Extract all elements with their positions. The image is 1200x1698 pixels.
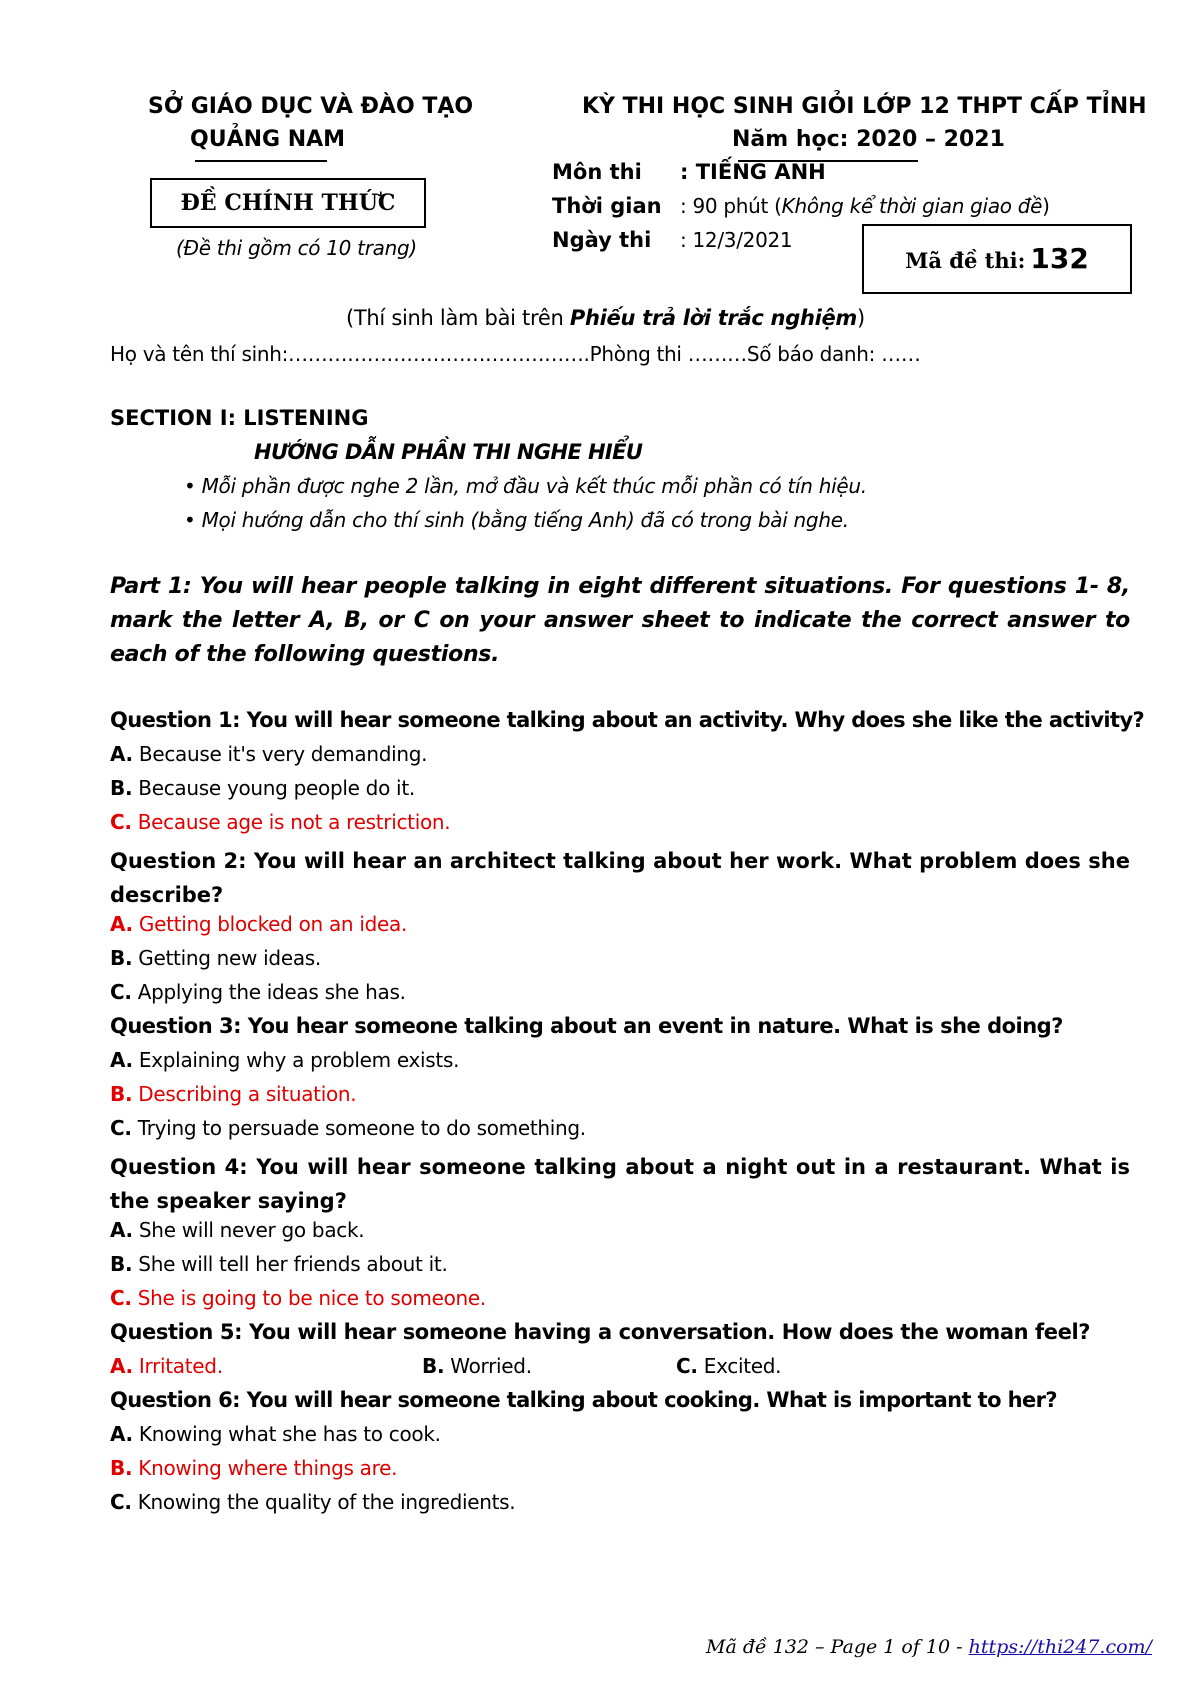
time-close: ) bbox=[1042, 194, 1050, 218]
section-title: SECTION I: LISTENING bbox=[110, 406, 369, 430]
part1-instruction: Part 1: You will hear people talking in eight different situations. For questions 1- 8, mark the letter A, B, or C on your answer sheet to indicate the correct answer to each of the following questions. bbox=[110, 574, 1130, 667]
answer-option bbox=[110, 1048, 459, 1072]
subject-label: Môn thi bbox=[552, 160, 642, 184]
exam-code-label: Mã đề thi: bbox=[905, 248, 1026, 273]
time-note: Không kể thời gian giao đề bbox=[781, 194, 1043, 218]
answer-option bbox=[110, 946, 321, 970]
footer-text: Mã đề 132 – Page 1 of 10 - bbox=[706, 1636, 969, 1658]
option-text: Irritated. bbox=[132, 1354, 223, 1378]
answer-option bbox=[110, 1218, 364, 1242]
section-bullet-1 bbox=[184, 474, 867, 498]
option-letter: A. bbox=[110, 742, 133, 766]
section-subtitle: HƯỚNG DẪN PHẦN THI NGHE HIỂU bbox=[254, 440, 643, 464]
option-text: She will tell her friends about it. bbox=[132, 1252, 448, 1276]
question-stem: Question 6: You will hear someone talking about cooking. What is important to her? bbox=[110, 1388, 1057, 1412]
answer-option bbox=[110, 1490, 515, 1514]
option-letter: B. bbox=[110, 1252, 133, 1276]
option-text: She will never go back. bbox=[132, 1218, 365, 1242]
option-text: Because age is not a restriction. bbox=[131, 810, 451, 834]
footer-link[interactable]: https://thi247.com/ bbox=[968, 1636, 1152, 1658]
pages-note: (Đề thi gồm có 10 trang) bbox=[176, 236, 417, 260]
answer-sheet-name: Phiếu trả lời trắc nghiệm bbox=[569, 306, 858, 330]
exam-code-box bbox=[862, 224, 1132, 294]
answer-sheet-note bbox=[346, 306, 865, 330]
option-letter: A. bbox=[110, 912, 133, 936]
option-text: Getting blocked on an idea. bbox=[132, 912, 408, 936]
option-text: Knowing what she has to cook. bbox=[132, 1422, 441, 1446]
option-letter: C. bbox=[110, 1116, 132, 1140]
correct-answer-option bbox=[110, 1354, 223, 1378]
correct-answer-option bbox=[110, 810, 450, 834]
correct-answer-option bbox=[110, 1286, 486, 1310]
section-bullet-2 bbox=[184, 508, 849, 532]
answer-option bbox=[110, 742, 427, 766]
time-value: : 90 phút ( bbox=[680, 194, 782, 218]
official-exam-box bbox=[150, 178, 426, 228]
option-text: Applying the ideas she has. bbox=[131, 980, 406, 1004]
time-label: Thời gian bbox=[552, 194, 662, 218]
option-letter: C. bbox=[110, 810, 132, 834]
question-stem: Question 1: You will hear someone talking about an activity. Why does she like the activity? bbox=[110, 708, 1145, 732]
option-letter: C. bbox=[110, 980, 132, 1004]
school-year: Năm học: 2020 – 2021 bbox=[732, 127, 1005, 152]
answer-option bbox=[422, 1354, 532, 1378]
option-letter: B. bbox=[110, 946, 133, 970]
option-letter: A. bbox=[110, 1422, 133, 1446]
option-text: Excited. bbox=[697, 1354, 782, 1378]
answer-prefix: (Thí sinh làm bài trên bbox=[346, 306, 570, 330]
answer-option bbox=[110, 1116, 586, 1140]
page-footer bbox=[706, 1636, 1152, 1658]
bullet-mark: • bbox=[184, 474, 196, 498]
candidate-info-line: Họ và tên thí sinh:……………………………………….Phòng thi ………Số báo danh: …… bbox=[110, 342, 921, 366]
subject-value: : TIẾNG ANH bbox=[680, 160, 826, 184]
exam-title: KỲ THI HỌC SINH GIỎI LỚP 12 THPT CẤP TỈNH bbox=[582, 94, 1147, 119]
answer-suffix: ) bbox=[857, 306, 865, 330]
option-text: Because it's very demanding. bbox=[132, 742, 428, 766]
question-stem: Question 4: You will hear someone talking about a night out in a restaurant. What is the speaker saying? bbox=[110, 1155, 1130, 1213]
question-stem: Question 5: You will hear someone having a conversation. How does the woman feel? bbox=[110, 1320, 1091, 1344]
exam-code-value: 132 bbox=[1030, 242, 1089, 275]
province-name: QUẢNG NAM bbox=[190, 127, 346, 152]
option-text: She is going to be nice to someone. bbox=[131, 1286, 486, 1310]
province-underline bbox=[195, 160, 327, 162]
answer-option bbox=[110, 980, 406, 1004]
option-text: Trying to persuade someone to do something. bbox=[131, 1116, 586, 1140]
option-text: Knowing the quality of the ingredients. bbox=[131, 1490, 516, 1514]
bullet-text: Mỗi phần được nghe 2 lần, mở đầu và kết thúc mỗi phần có tín hiệu. bbox=[201, 474, 867, 498]
option-letter: C. bbox=[676, 1354, 698, 1378]
option-letter: B. bbox=[110, 1082, 133, 1106]
time-row bbox=[680, 194, 1050, 218]
question-stem: Question 3: You hear someone talking about an event in nature. What is she doing? bbox=[110, 1014, 1063, 1038]
answer-option bbox=[110, 1422, 441, 1446]
option-text: Because young people do it. bbox=[132, 776, 415, 800]
bullet-mark: • bbox=[184, 508, 196, 532]
option-letter: C. bbox=[110, 1490, 132, 1514]
option-letter: A. bbox=[110, 1048, 133, 1072]
bullet-text: Mọi hướng dẫn cho thí sinh (bằng tiếng Anh) đã có trong bài nghe. bbox=[201, 508, 849, 532]
option-letter: B. bbox=[422, 1354, 445, 1378]
date-label: Ngày thi bbox=[552, 228, 652, 252]
official-label: ĐỀ CHÍNH THỨC bbox=[180, 190, 396, 216]
option-text: Knowing where things are. bbox=[132, 1456, 398, 1480]
correct-answer-option bbox=[110, 912, 407, 936]
option-text: Explaining why a problem exists. bbox=[132, 1048, 460, 1072]
question-stem: Question 2: You will hear an architect talking about her work. What problem does she describe? bbox=[110, 849, 1130, 907]
answer-option bbox=[676, 1354, 781, 1378]
department-name: SỞ GIÁO DỤC VÀ ĐÀO TẠO bbox=[148, 94, 474, 119]
option-letter: B. bbox=[110, 776, 133, 800]
option-text: Getting new ideas. bbox=[132, 946, 321, 970]
correct-answer-option bbox=[110, 1082, 356, 1106]
option-text: Worried. bbox=[444, 1354, 532, 1378]
option-letter: A. bbox=[110, 1218, 133, 1242]
answer-option bbox=[110, 776, 415, 800]
date-value: : 12/3/2021 bbox=[680, 228, 793, 252]
correct-answer-option bbox=[110, 1456, 397, 1480]
option-letter: C. bbox=[110, 1286, 132, 1310]
option-letter: B. bbox=[110, 1456, 133, 1480]
option-text: Describing a situation. bbox=[132, 1082, 357, 1106]
answer-option bbox=[110, 1252, 448, 1276]
option-letter: A. bbox=[110, 1354, 133, 1378]
